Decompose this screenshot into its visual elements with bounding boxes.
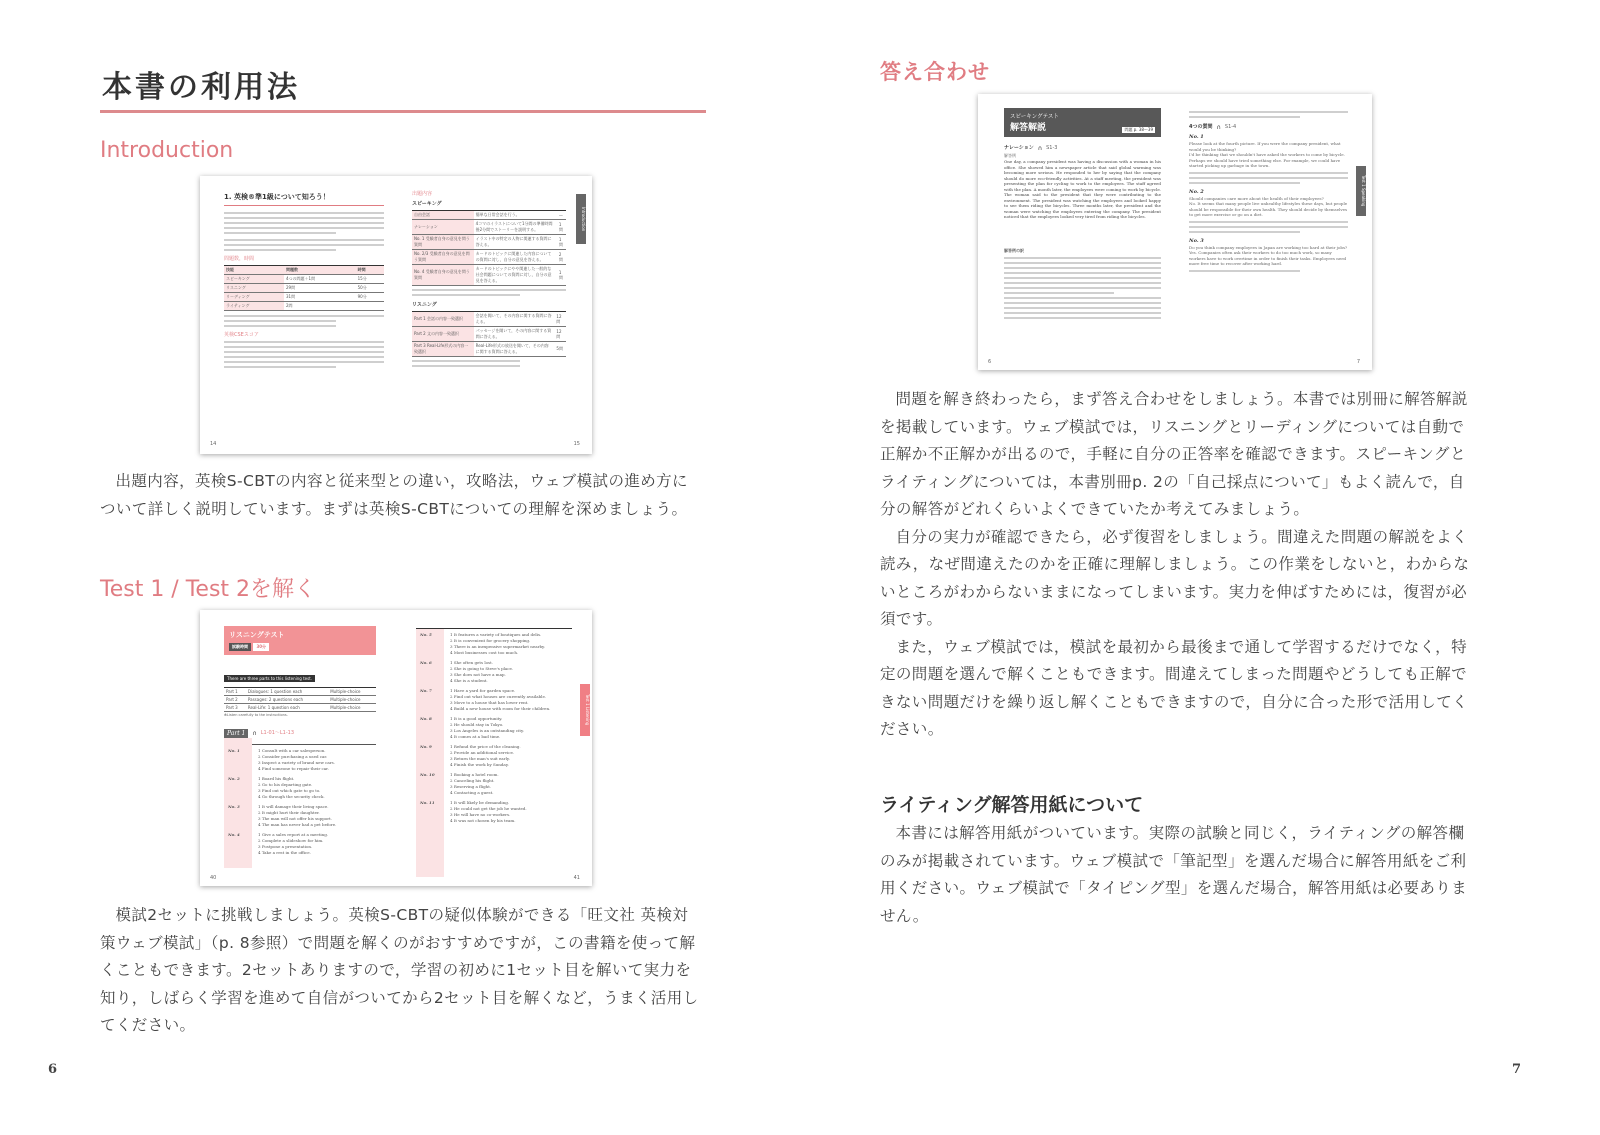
narration-label-row (1004, 145, 1161, 152)
table-row (412, 211, 566, 220)
page-number-right: 7 (1512, 1062, 1522, 1077)
audio-track: S1-4 (1224, 124, 1237, 130)
option: 1 Refund the price of the cleaning. (450, 744, 521, 749)
header-line: スピーキングテスト (1010, 114, 1059, 120)
question-text: Please look at the fourth picture. If you were the company president, what would you be thinking? (1189, 141, 1341, 152)
thumbnail-subtitle: 問題数，時間 (224, 256, 255, 262)
page-number-left: 6 (48, 1062, 58, 1077)
table-cell (356, 302, 384, 311)
answer-explanation-header (1004, 108, 1161, 137)
option: 2 Provide an additional service. (450, 750, 515, 755)
table-cell: Part 3 Real-Life形式の内容一致選択 (412, 342, 474, 357)
table-cell: Real-Life形式の放送を聞いて，その内容に関する質問に答える。 (474, 342, 555, 357)
speaking-format-table (412, 210, 566, 286)
answer-text: No. It seems that many people live unhealthy lifestyles these days, but people should be responsible for their own health. They should decide by themselves to get more exercise or go on a diet. (1189, 201, 1348, 217)
paragraph: 自分の実力が確認できたら，必ず復習をしましょう。間違えた問題の解説をよく読み，なぜ間違えたのかを正確に理解しましょう。この作業をしないと，わからないところがわからないままになってしまいます。実力を伸ばすためには，復習が必須です。 (880, 527, 1470, 628)
audio-track: L1-01～L1-13 (260, 730, 295, 736)
table-row (412, 235, 566, 250)
table-cell: No. 4 受験者自身の意見を問う質問 (412, 265, 474, 286)
answers-body (880, 386, 1480, 744)
table-row (412, 265, 566, 286)
paragraph: 模試2セットに挑戦しましょう。英検S-CBTの疑似体験ができる「旺文社 英検対策ウェブ模試」（p. 8参照）で問題を解くのがおすすめですが，この書籍を使って解くこともできます。2セットありますので，学習の初めに1セット目を解いて実力を知り，しばらく学習を進めて自信がついてから2セット目を解くなど，うまく活用してください。 (100, 906, 699, 1034)
option: 3 There is an inexpensive supermarket nearby. (450, 644, 546, 649)
option: 4 Contacting a guest. (450, 790, 494, 795)
thumbnail-page-number: 6 (988, 359, 992, 365)
speaking-question (1189, 238, 1348, 272)
option: 1 It will damage their living space. (258, 804, 329, 809)
question-number: No. 2 (228, 776, 240, 781)
table-cell: 4コマのイラストについて1分間の準備時間後2分間でストーリーを説明する。 (474, 220, 557, 235)
thumbnail-page-number: 40 (210, 875, 217, 881)
thumbnail-page-number: 14 (210, 441, 217, 447)
table-cell: 15分 (356, 275, 384, 284)
thumbnail-subtitle: 出題内容 (412, 191, 433, 197)
option: 1 Booking a hotel room. (450, 772, 499, 777)
option: 4 Finish the work by Sunday. (450, 762, 509, 767)
option: 2 She is going to Steve's place. (450, 666, 514, 671)
table-cell: 5問 (554, 342, 566, 357)
question-number: No. 4 (228, 832, 240, 837)
thumbnail-title: 1. 英検®準1級について知ろう！ (224, 192, 384, 206)
narration-label: ナレーション (1004, 145, 1034, 151)
table-cell: 1問 (557, 265, 566, 286)
table-header: 時間 (356, 266, 384, 275)
table-cell: ライティング (224, 302, 284, 311)
paragraph: 出題内容，英検S-CBTの内容と従来型との違い，攻略法，ウェブ模試の進め方について詳しく説明しています。まずは英検S-CBTについての理解を深めましょう。 (100, 472, 688, 518)
introduction-spread-thumbnail (200, 176, 592, 454)
option: 3 Inspect a variety of brand new cars. (258, 760, 335, 765)
introduction-body (100, 468, 700, 523)
option: 1 It is a good opportunity. (450, 716, 503, 721)
question-item (224, 776, 376, 800)
table-cell: 50分 (356, 284, 384, 293)
question-item (416, 744, 572, 768)
option: 2 Canceling his flight. (450, 778, 495, 783)
option: 3 Reserving a flight. (450, 784, 492, 789)
title-underline (100, 110, 706, 113)
thumbnail-page-number: 7 (1356, 359, 1360, 365)
table-row (412, 312, 566, 327)
question-list (224, 748, 376, 856)
table-cell: カードのトピックにやや関連した一般的な社会問題についての質問に対し，自分の意見を答える。 (474, 265, 557, 286)
thumbnail-right-page (396, 610, 592, 886)
question-text: Do you think company employees in Japan are working too hard at their jobs? (1189, 244, 1348, 250)
table-cell: 1問 (557, 235, 566, 250)
header-title: 解答解説 (1010, 123, 1047, 133)
table-cell: — (557, 211, 566, 220)
headphones-icon: ∩ (1216, 124, 1221, 131)
page-title: 本書の利用法 (102, 70, 300, 105)
table-cell: Passages: 2 questions each (246, 696, 328, 704)
questions-label-row (1189, 124, 1348, 131)
table-cell: 31問 (284, 293, 356, 302)
table-cell: Part 2 文の内容一致選択 (412, 327, 474, 342)
table-cell: 1問 (557, 220, 566, 235)
option: 4 Find someone to repair their car. (258, 766, 329, 771)
table-row (224, 688, 376, 696)
table-cell: 90分 (356, 293, 384, 302)
answers-spread-thumbnail (978, 94, 1372, 370)
option: 3 Find out which gate to go to. (258, 788, 321, 793)
header-tag: 問題 p. 38～39 (1124, 127, 1153, 132)
question-number: No. 6 (420, 660, 432, 665)
option: 2 Go to his departing gate. (258, 782, 313, 787)
thumbnail-left-page (200, 176, 396, 454)
question-number: No. 2 (1189, 188, 1204, 195)
question-item (416, 800, 572, 824)
option: 4 It was not chosen by his team. (450, 818, 516, 823)
table-row (224, 704, 376, 712)
table-cell: イラスト中の特定の人物に関連する質問に答える。 (474, 235, 557, 250)
question-item (416, 772, 572, 796)
table-cell: Multiple-choice (328, 688, 376, 696)
subsection-heading-writing-sheet: ライティング解答用紙について (880, 794, 1144, 816)
option: 1 Board his flight. (258, 776, 295, 781)
table-header: 技能 (224, 266, 284, 275)
test-spread-thumbnail (200, 610, 592, 886)
option: 3 Move to a house that has lower rent. (450, 700, 529, 705)
table-cell: Part 3 (224, 704, 246, 712)
part-label: Part 1 (224, 729, 248, 738)
speaking-question (1189, 189, 1348, 233)
option: 3 Return the man's suit early. (450, 756, 510, 761)
thumbnail-page-number: 41 (573, 875, 580, 881)
paragraph: 問題を解き終わったら，まず答え合わせをしましょう。本書では別冊に解答解説を掲載しています。ウェブ模試では，リスニングとリーディングについては自動で正解か不正解かが出るので，手軽に自分の正答率を確認できます。スピーキングとライティングについては，本書別冊p. 2の「自己採点について」もよく読んで，自分の解答がどれくらいよくできていたか考えてみましょう。 (880, 390, 1468, 518)
question-item (416, 688, 572, 712)
thumbnail-right-page (396, 176, 592, 454)
paragraph: 本書には解答用紙がついています。実際の試験と同じく，ライティングの解答欄のみが掲載されています。ウェブ模試で「筆記型」を選んだ場合に解答用紙をご利用ください。ウェブ模試で「タイピング型」を選んだ場合，解答用紙は必要ありません。 (880, 824, 1468, 925)
test-body (100, 902, 700, 1040)
table-cell: Part 1 (224, 688, 246, 696)
question-item (416, 632, 572, 656)
thumbnail-table (224, 265, 384, 311)
thumbnail-right-page (1175, 94, 1372, 370)
table-header: 問題数 (284, 266, 356, 275)
question-item (224, 748, 376, 772)
question-number: No. 8 (420, 716, 432, 721)
part-label-row (224, 729, 376, 738)
option: 2 It is convenient for grocery shopping. (450, 638, 531, 643)
table-cell: 会話を聞いて，その内容に関する質問に答える。 (474, 312, 555, 327)
table-cell: 29問 (284, 284, 356, 293)
thumbnail-left-page (978, 94, 1175, 370)
paragraph: また，ウェブ模試では，模試を最初から最後まで通して学習するだけでなく，特定の問題を選んで解くこともできます。間違えてしまった問題やどうしても正解できない問題だけを繰り返し解くこともできますので，自分に合った形で活用してください。 (880, 637, 1468, 738)
table-cell: 簡単な日常会話を行う。 (474, 211, 557, 220)
thumbnail-page-number: 15 (573, 441, 580, 447)
option: 2 It might hurt their daughter. (258, 810, 320, 815)
questions-label: 4つの質問 (1189, 124, 1213, 130)
band-tag: 試験時間 (229, 643, 251, 651)
question-item (224, 804, 376, 828)
table-cell: スピーキング (224, 275, 284, 284)
table-cell: No. 1 受験者自身の意見を問う質問 (412, 235, 474, 250)
option: 2 Find out what houses are currently available. (450, 694, 547, 699)
section-heading-test: Test 1 / Test 2を解く (100, 577, 317, 602)
question-number: No. 7 (420, 688, 432, 693)
headphones-icon: ∩ (1037, 145, 1043, 152)
right-page (800, 0, 1600, 1135)
table-row (412, 250, 566, 265)
table-cell: Part 2 (224, 696, 246, 704)
option: 1 It will likely be demanding. (450, 800, 510, 805)
speaking-question (1189, 134, 1348, 184)
table-row (224, 293, 384, 302)
audio-track: S1-3 (1046, 145, 1058, 151)
option: 4 Build a new house with room for their children. (450, 706, 551, 711)
question-number: No. 5 (420, 632, 432, 637)
band-title: リスニングテスト (229, 631, 285, 639)
thumbnail-side-tab: Introduction (576, 194, 586, 244)
table-row (224, 275, 384, 284)
thumbnail-subtitle: 英検CSEスコア (224, 332, 259, 338)
option: 3 She does not have a map. (450, 672, 506, 677)
answer-text: I'd be thinking that we shouldn't have asked the workers to come by bicycle. Perhaps we should have tried something else. For example, we could have started picking up garbage in the town. (1189, 152, 1345, 168)
table-cell: Dialogues: 1 question each (246, 688, 328, 696)
listening-format-table (412, 311, 566, 357)
table-cell: カードのトピックに関連した内容についての質問に対し，自分の意見を答える。 (474, 250, 557, 265)
thumbnail-label: リスニング (412, 302, 437, 308)
question-list (416, 632, 572, 824)
question-number: No. 10 (420, 772, 435, 777)
section-heading-introduction: Introduction (100, 138, 234, 163)
table-cell: Multiple-choice (328, 696, 376, 704)
question-text: Should companies care more about the health of their employees? (1189, 195, 1324, 201)
table-row (412, 220, 566, 235)
option: 1 Have a yard for garden space. (450, 688, 516, 693)
parts-table (224, 687, 376, 712)
table-row (224, 302, 384, 311)
table-row (412, 342, 566, 357)
listening-test-band (224, 626, 376, 655)
table-cell: 2問 (557, 250, 566, 265)
answer-text: Yes. Companies often ask their workers to do too much work, so many workers have to work overtime in order to finish their tasks. Employees need more free time to recover after working hard. (1189, 250, 1347, 266)
option: 4 It comes at a bad time. (450, 734, 501, 739)
question-item (224, 832, 376, 856)
table-row (224, 284, 384, 293)
thumbnail-side-tab: Test 1 Listening (580, 684, 590, 736)
option: 2 Consider purchasing a used car. (258, 754, 328, 759)
speaking-question-list (1189, 134, 1348, 272)
option: 4 Most businesses cost too much. (450, 650, 519, 655)
text-label: 解答例 (1004, 153, 1016, 158)
question-item (416, 660, 572, 684)
option: 2 He should stay in Tokyo. (450, 722, 504, 727)
table-cell: 12問 (554, 327, 566, 342)
question-number: No. 3 (228, 804, 240, 809)
table-cell: リーディング (224, 293, 284, 302)
option: 2 He could not get the job he wanted. (450, 806, 527, 811)
option: 1 Consult with a car salesperson. (258, 748, 326, 753)
writing-sheet-body (880, 820, 1480, 930)
table-cell: 4つの問題＋1問 (284, 275, 356, 284)
table-row (412, 327, 566, 342)
option: 4 Go through the security check. (258, 794, 325, 799)
question-item (416, 716, 572, 740)
question-number: No. 1 (1189, 134, 1204, 140)
table-cell: Real-Life: 1 question each (246, 704, 328, 712)
option: 3 The man will not offer his support. (258, 816, 333, 821)
option: 1 Give a sales report at a meeting. (258, 832, 329, 837)
thumbnail-label: スピーキング (412, 201, 442, 207)
table-cell: 自由会話 (412, 211, 474, 220)
headphones-icon: ∩ (252, 730, 257, 737)
option: 4 The man has never had a pet before. (258, 822, 337, 827)
table-row (224, 696, 376, 704)
narration-text: One day, a company president was having a discussion with a woman in his office. She showed him a newspaper article that said global warming was becoming more serious. He responded to her by saying that the company should do more eco-friendly activities. At a staff meeting, the president was presenting the plan for cycling to work to the employees. The staff agreed with the plan. A month later, the employees were coming to work by bicycle. The woman said to the president that they were contributing to the environment. The president was watching the employees and looked happy to see them riding the bicycles. Three months later, the president and the woman were watching the employees entering the company. The president noticed that the employees looked very tired from riding the bicycles. (1004, 159, 1161, 219)
option: 4 Take a rest in the office. (258, 850, 311, 855)
option: 1 She often gets lost. (450, 660, 493, 665)
question-number: No. 3 (1189, 237, 1204, 244)
note: ✻Listen carefully to the instructions. (224, 713, 288, 717)
translation-label: 解答例の訳 (1004, 248, 1024, 253)
table-cell: 2問 (284, 302, 356, 311)
table-cell: No. 2/3 受験者自身の意見を問う質問 (412, 250, 474, 265)
option: 3 He will have no co-workers. (450, 812, 511, 817)
table-cell: ナレーション (412, 220, 474, 235)
thumbnail-left-page (200, 610, 396, 886)
band-tag: 30分 (253, 643, 269, 651)
question-number: No. 11 (420, 800, 435, 805)
table-cell: Multiple-choice (328, 704, 376, 712)
table-cell: リスニング (224, 284, 284, 293)
question-number: No. 1 (228, 748, 240, 753)
option: 1 It features a variety of boutiques and delis. (450, 632, 542, 637)
option: 3 Postpone a presentation. (258, 844, 313, 849)
option: 4 She is a student. (450, 678, 488, 683)
instruction-bar: There are three parts to this listening test. (224, 675, 315, 682)
option: 3 Los Angeles is an outstanding city. (450, 728, 524, 733)
option: 2 Complete a slideshow for him. (258, 838, 324, 843)
section-heading-answers: 答え合わせ (880, 60, 990, 84)
table-cell: 12問 (554, 312, 566, 327)
table-cell: パッセージを聞いて，その内容に関する質問に答える。 (474, 327, 555, 342)
question-number: No. 9 (420, 744, 432, 749)
thumbnail-side-tab: Test 1 Speaking (1356, 166, 1366, 216)
table-cell: Part 1 会話の内容一致選択 (412, 312, 474, 327)
